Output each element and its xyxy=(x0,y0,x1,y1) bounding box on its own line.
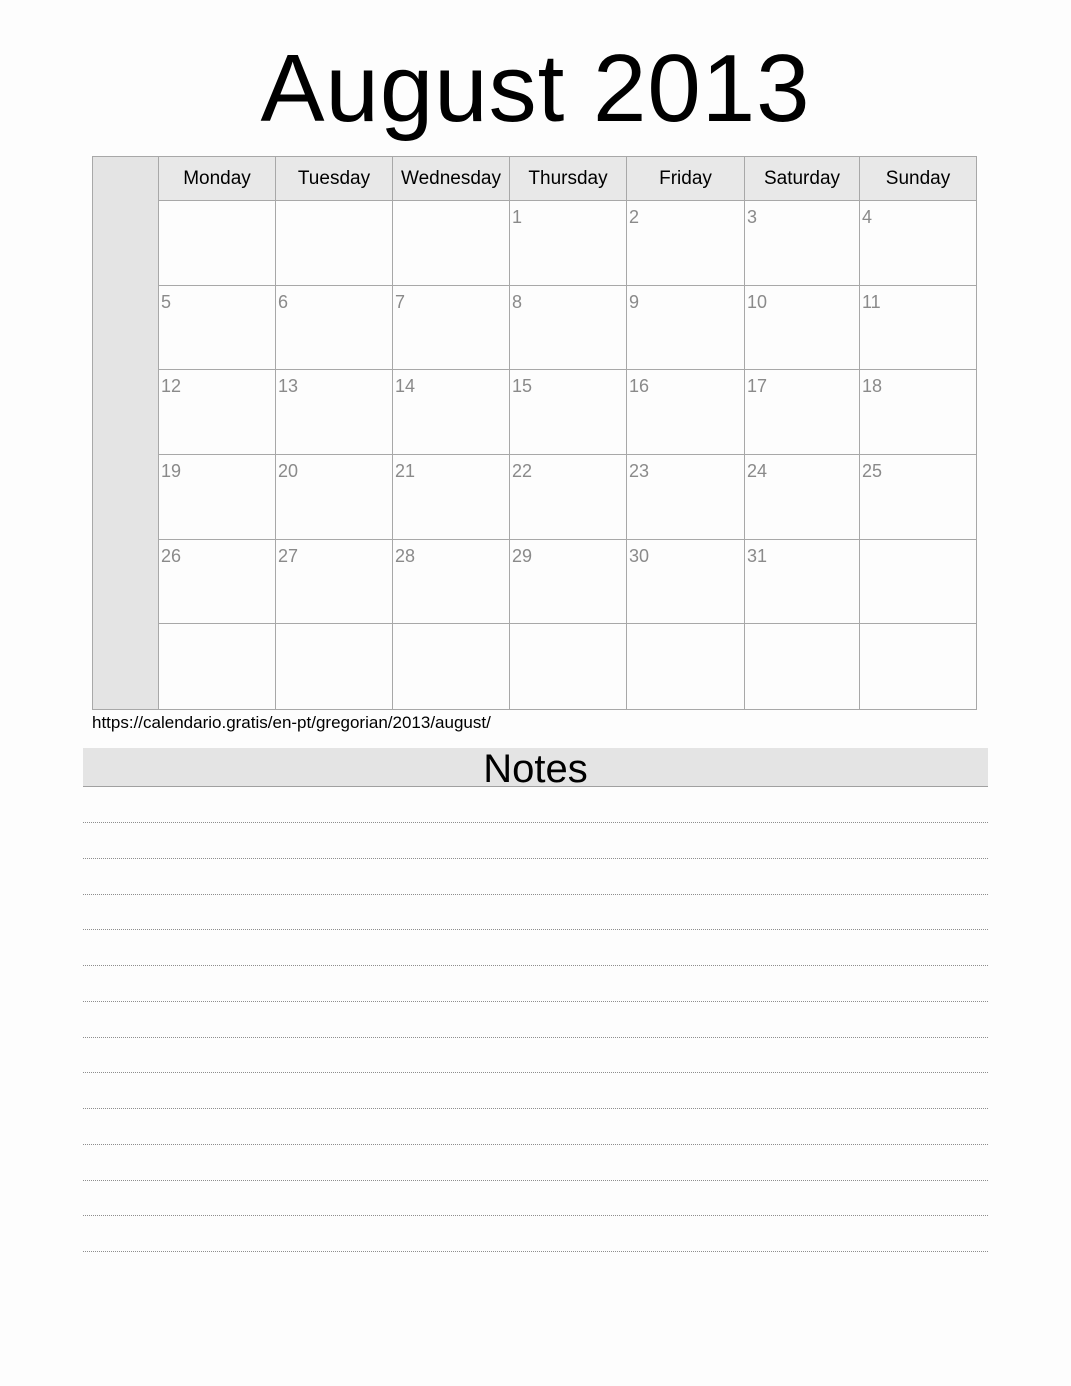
day-cell xyxy=(510,455,627,540)
day-number: 10 xyxy=(747,291,768,312)
day-cell xyxy=(860,370,976,455)
day-cell xyxy=(627,624,745,709)
day-number: 2 xyxy=(629,207,640,227)
weekday-saturday: Saturday xyxy=(745,157,860,200)
note-line[interactable] xyxy=(83,1001,988,1002)
day-cell xyxy=(627,201,745,286)
page-title: August 2013 xyxy=(260,35,811,142)
day-number: 24 xyxy=(747,460,768,481)
day-cell xyxy=(276,455,393,540)
day-cell xyxy=(860,540,976,625)
day-cell xyxy=(393,370,510,455)
day-cell xyxy=(627,455,745,540)
day-cell xyxy=(510,370,627,455)
day-number: 28 xyxy=(395,545,416,566)
day-number: 11 xyxy=(862,291,881,312)
day-cell xyxy=(627,286,745,371)
day-number: 15 xyxy=(512,376,533,397)
day-cell xyxy=(860,201,976,286)
day-cell xyxy=(159,624,276,709)
note-line[interactable] xyxy=(83,965,988,966)
note-line[interactable] xyxy=(83,1144,988,1145)
day-cell xyxy=(745,540,860,625)
note-line[interactable] xyxy=(83,1251,988,1252)
day-number: 7 xyxy=(395,291,406,312)
weekday-header-row xyxy=(159,157,976,201)
day-cell xyxy=(393,201,510,286)
day-number: 23 xyxy=(629,460,650,481)
weekday-wednesday: Wednesday xyxy=(393,157,510,200)
day-cell xyxy=(159,201,276,286)
day-cell xyxy=(627,370,745,455)
note-line[interactable] xyxy=(83,929,988,930)
calendar-grid xyxy=(92,156,977,710)
day-cell xyxy=(860,624,976,709)
day-cell xyxy=(276,370,393,455)
note-line[interactable] xyxy=(83,1215,988,1216)
day-number: 31 xyxy=(747,545,768,566)
weekday-sunday: Sunday xyxy=(885,168,951,189)
weekday-thursday: Thursday xyxy=(510,157,627,200)
note-line[interactable] xyxy=(83,1180,988,1181)
day-cell xyxy=(627,540,745,625)
note-line[interactable] xyxy=(83,822,988,823)
day-number: 3 xyxy=(747,207,758,227)
note-line[interactable] xyxy=(83,894,988,895)
day-cell xyxy=(393,540,510,625)
day-number: 30 xyxy=(629,545,650,566)
notes-heading: Notes xyxy=(83,748,988,787)
day-number: 4 xyxy=(862,207,873,227)
day-number: 17 xyxy=(747,376,768,397)
week-number-column xyxy=(93,157,159,709)
day-cell xyxy=(745,624,860,709)
day-number: 25 xyxy=(862,460,883,481)
day-cell xyxy=(276,286,393,371)
day-cell xyxy=(159,286,276,371)
day-cell xyxy=(510,201,627,286)
day-cell xyxy=(393,286,510,371)
note-line[interactable] xyxy=(83,1037,988,1038)
weekday-tuesday: Tuesday xyxy=(276,157,393,200)
day-number: 6 xyxy=(278,291,289,312)
day-cell xyxy=(745,286,860,371)
day-number: 5 xyxy=(161,291,172,312)
day-number: 14 xyxy=(395,376,416,397)
day-number: 20 xyxy=(278,460,299,481)
note-line[interactable] xyxy=(83,858,988,859)
day-number: 21 xyxy=(395,460,416,481)
note-line[interactable] xyxy=(83,1108,988,1109)
day-cell xyxy=(510,540,627,625)
day-number: 1 xyxy=(512,207,523,227)
day-number: 8 xyxy=(512,291,523,312)
day-cell xyxy=(510,624,627,709)
day-number: 18 xyxy=(862,376,883,397)
day-number: 9 xyxy=(629,291,640,312)
day-cell xyxy=(860,455,976,540)
weekday-monday: Monday xyxy=(159,157,276,200)
day-number: 22 xyxy=(512,460,533,481)
weekday-friday: Friday xyxy=(627,157,745,200)
day-cell xyxy=(860,286,976,371)
day-cell xyxy=(159,540,276,625)
day-number: 13 xyxy=(278,376,299,397)
day-number: 12 xyxy=(161,376,182,397)
day-number: 19 xyxy=(161,460,182,481)
day-cell xyxy=(276,540,393,625)
source-url: https://calendario.gratis/en-pt/gregorian/2013/august/ xyxy=(92,713,491,732)
day-cell xyxy=(510,286,627,371)
day-number: 29 xyxy=(512,545,533,566)
day-cell xyxy=(393,624,510,709)
day-cells xyxy=(159,201,976,709)
day-cell xyxy=(393,455,510,540)
day-cell xyxy=(745,201,860,286)
day-number: 27 xyxy=(278,545,299,566)
day-cell xyxy=(745,455,860,540)
day-cell xyxy=(276,624,393,709)
day-number: 26 xyxy=(161,545,182,566)
day-cell xyxy=(159,370,276,455)
day-number: 16 xyxy=(629,376,650,397)
day-cell xyxy=(159,455,276,540)
day-cell xyxy=(745,370,860,455)
day-cell xyxy=(276,201,393,286)
note-line[interactable] xyxy=(83,1072,988,1073)
